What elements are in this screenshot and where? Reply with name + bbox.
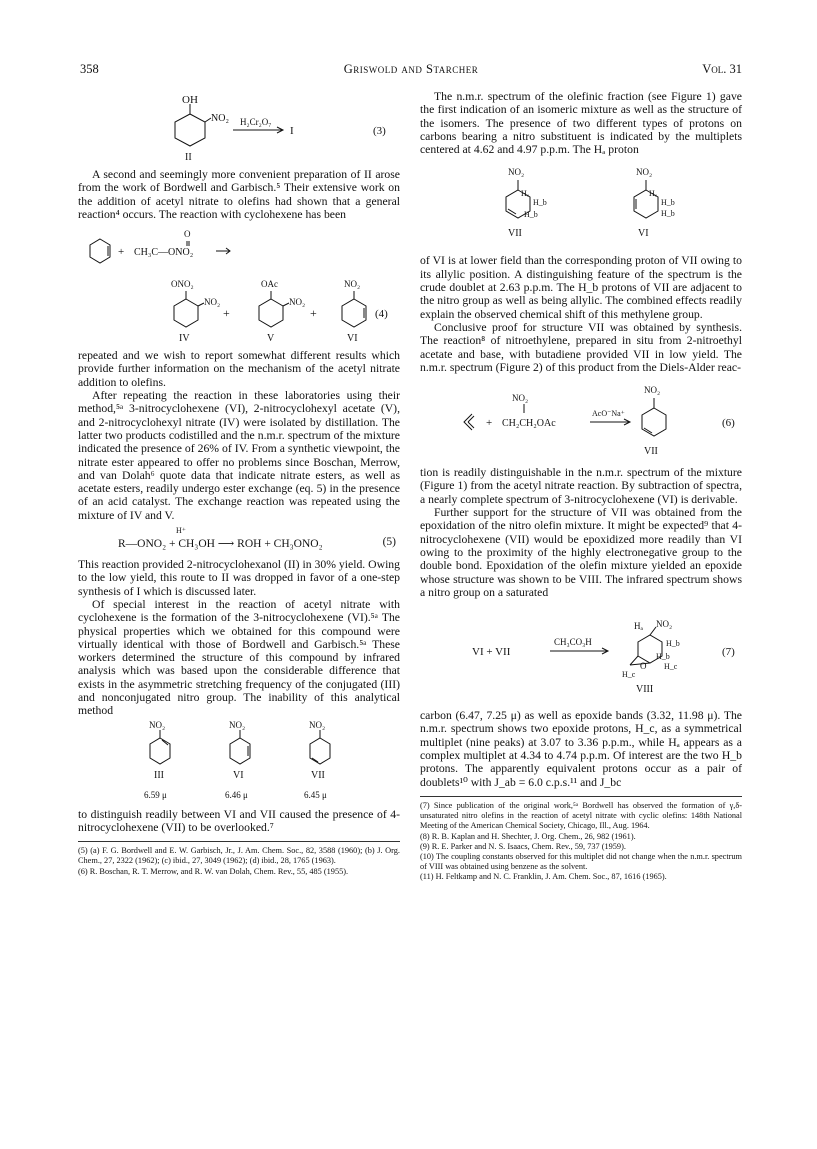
footnote: (7) Since publication of the original work,⁵ᵃ Bordwell has observed the formation of γ,δ-unsaturated nitro olefins in the reaction of acetyl nitrate with cyclic olefins: 148th National Meeting of the American Chemical Society, Chicago, Ill., Aug. 1964. bbox=[420, 800, 742, 831]
no2-label: NO₂ bbox=[204, 297, 221, 308]
paragraph: carbon (6.47, 7.25 μ) as well as epoxide bands (3.32, 11.98 μ). The n.m.r. spectrum shows two epoxide protons, H_c, as a symmetrical multiplet (nine peaks) at 3.07 to 3.36 p.p.m., while Hₐ appears as a complex multiplet at 4.34 to 4.74 p.p.m. Of interest are the two H_b protons. The apparently equivalent protons occur as a pair of doublets¹⁰ with J_ab = 6.0 c.p.s.¹¹ and J_bc bbox=[420, 709, 742, 789]
catalyst-label: H⁺ bbox=[176, 526, 186, 536]
plus-sign: + bbox=[486, 417, 493, 430]
equation-3 bbox=[78, 90, 400, 168]
footnote: (9) R. E. Parker and N. S. Isaacs, Chem. Rev., 59, 737 (1959). bbox=[420, 841, 626, 851]
equation-4 bbox=[78, 221, 400, 349]
no2-label: NO₂ bbox=[149, 719, 166, 730]
compound-vii-label: VII bbox=[508, 228, 522, 240]
ha-label: Hₐ bbox=[649, 189, 657, 199]
paragraph: tion is readily distinguishable in the n.m.r. spectrum of the mixture (Figure 1) from the acetyl nitrate reaction. By subtraction of spectra, a nearly complete spectrum of 3-nitrocyclohexene (VI) is derivable. bbox=[420, 466, 742, 506]
hb-label: H_b bbox=[533, 198, 547, 208]
running-title: Griswold and Starcher bbox=[343, 62, 479, 76]
no2-label: NO₂ bbox=[309, 719, 326, 730]
compound-vi-label: VI bbox=[638, 228, 649, 240]
paragraph: Conclusive proof for structure VII was obtained by synthesis. The reaction⁸ of nitroethylene, prepared in situ from 2-nitroethyl acetate and base, with butadiene provided VII in low yield. The n.m.r. spectrum (Figure 2) of this product from the Diels-Alder reac- bbox=[420, 320, 742, 374]
compound-vii-label: VII bbox=[311, 769, 325, 781]
compound-vi-label: VI bbox=[233, 769, 244, 781]
compound-vi-label: VI bbox=[347, 333, 358, 345]
paragraph: After repeating the reaction in these laboratories using their method,⁵ᵃ 3-nitrocyclohexene (VI), 2-nitrocyclohexyl acetate (V), and 2-nitrocyclohexyl nitrate (IV) were isolated by distillation. The latter two products codistilled and the n.m.r. spectrum of the mixture indicated the presence of 26% of IV. From a synthetic viewpoint, the nitrate ester appeared to offer no problems since Boschan, Merrow, and van Dolah⁶ quote data that indicate nitrate esters, as well as acetate esters, readily undergo ester exchange (eq. 5) in the presence of an acid catalyst. The exchange reaction was repeated using the mixture of IV and V. bbox=[78, 389, 400, 522]
footnote: (6) R. Boschan, R. T. Merrow, and R. W. van Dolah, Chem. Rev., 55, 485 (1955). bbox=[78, 866, 349, 876]
no2-label: NO₂ bbox=[229, 719, 246, 730]
paragraph: The n.m.r. spectrum of the olefinic fraction (see Figure 1) gave the first indication of an isomeric mixture as well as the structure of the isomers. The presence of two different types of protons on carbons bearing a nitro substituent is indicated by the multiplets centered at 4.62 and 4.97 p.p.m. The Hₐ proton bbox=[420, 90, 742, 157]
hb-label: H_b bbox=[524, 210, 538, 220]
compound-v-label: V bbox=[267, 333, 275, 345]
hb-label: H_b bbox=[666, 639, 680, 649]
footnote-rule bbox=[420, 796, 742, 797]
structures-vii-vi bbox=[420, 156, 742, 254]
hc-label: H_c bbox=[664, 662, 678, 672]
epoxide-o: O bbox=[640, 661, 647, 672]
ono2-label: ONO₂ bbox=[171, 279, 194, 290]
right-column bbox=[420, 90, 742, 883]
paragraph: Further support for the structure of VII was obtained from the epoxidation of the nitro olefin mixture. It might be expected⁹ that 4-nitrocyclohexene (VII) would be epoxidized more readily than VI owing to the proximity of the highly electronegative group to the double bond. Epoxidation of the olefin mixture yielded an epoxide whose structure was shown to be VIII. The infrared spectrum shows a nitro group on a saturated bbox=[420, 506, 742, 599]
no2-label: NO₂ bbox=[656, 619, 673, 630]
plus-sign: + bbox=[223, 306, 230, 321]
no2-label: NO₂ bbox=[508, 167, 525, 178]
footnote: (11) H. Feltkamp and N. C. Franklin, J. Am. Chem. Soc., 87, 1616 (1965). bbox=[420, 872, 667, 882]
running-header bbox=[80, 62, 742, 78]
ha-label: Hₐ bbox=[634, 621, 643, 632]
reactants-label: VI + VII bbox=[472, 646, 511, 659]
left-column bbox=[78, 90, 400, 877]
hb-label: H_b bbox=[661, 209, 675, 219]
reagent-label: H₂Cr₂O₇ bbox=[240, 117, 272, 127]
page-number: 358 bbox=[80, 62, 99, 76]
nitro-cyclohexene-structures bbox=[78, 718, 400, 808]
compound-viii-label: VIII bbox=[636, 684, 654, 696]
no2-label: NO₂ bbox=[636, 167, 653, 178]
product-label: I bbox=[290, 125, 294, 137]
ha-label: Hₐ bbox=[521, 189, 529, 199]
footnote-rule bbox=[78, 841, 400, 842]
no2-label: NO₂ bbox=[512, 393, 529, 404]
reagent-label: CH₃CO₃H bbox=[554, 637, 592, 648]
paragraph: Of special interest in the reaction of acetyl nitrate with cyclohexene is the formation of the 3-nitrocyclohexene (VI).⁵ᵃ The physical properties which we obtained for this compound were virtually identical with those of Bordwell and Garbisch.⁵ᵃ These workers determined the structure of this compound by infrared analysis which was based upon the considerable difference that exists in the asymmetric stretching frequency of the conjugated (III) and nonconjugated nitro group. The inability of this analytical method bbox=[78, 597, 400, 718]
equation-number: (5) bbox=[382, 536, 396, 549]
hc-label: H_c bbox=[622, 670, 636, 680]
no2-label: NO₂ bbox=[344, 279, 361, 290]
no2-label: NO₂ bbox=[644, 385, 661, 396]
equation-number: (4) bbox=[375, 308, 388, 321]
equation-number: (6) bbox=[722, 417, 735, 430]
footnote: (5) (a) F. G. Bordwell and E. W. Garbisch, Jr., J. Am. Chem. Soc., 82, 3588 (1960); (b) J. Org. Chem., 27, 2322 (1962); (c) ibid., 27, 3049 (1962); (d) ibid., 28, 1765 (1963). bbox=[78, 846, 400, 866]
paragraph: to distinguish readily between VI and VII caused the presence of 4-nitrocyclohexene (VII) to be overlooked.⁷ bbox=[78, 807, 400, 834]
equation-text: R—ONO₂ + CH₃OH ⟶ ROH + CH₃ONO₂ bbox=[118, 538, 323, 551]
ir-value: 6.46 μ bbox=[225, 789, 248, 800]
hb-label: H_b bbox=[661, 198, 675, 208]
paragraph: A second and seemingly more convenient preparation of II arose from the work of Bordwell and Garbisch.⁵ Their extensive work on the addition of acetyl nitrate to olefins had shown that a general reaction⁴ occurs. The reaction with cyclohexene has been bbox=[78, 168, 400, 221]
equation-7 bbox=[420, 599, 742, 709]
oac-label: OAc bbox=[261, 279, 278, 290]
carbonyl-o: O bbox=[184, 229, 191, 240]
equation-6 bbox=[420, 374, 742, 466]
equation-number: (3) bbox=[373, 125, 386, 137]
paragraph: This reaction provided 2-nitrocyclohexanol (II) in 30% yield. Owing to the low yield, this route to II was dropped in favor of a one-step synthesis of I which is discussed later. bbox=[78, 558, 400, 598]
compound-iv-label: IV bbox=[179, 333, 190, 345]
plus-sign: + bbox=[118, 246, 125, 259]
compound-iii-label: III bbox=[154, 769, 164, 781]
paragraph: of VI is at lower field than the corresponding proton of VII owing to its allylic position. A distinguishing feature of the spectrum is the crude doublet at 2.63 p.p.m. The H_b protons of VII are adjacent to the nitro group as well as being allylic. The combined effects readily explain the observed chemical shift of this methylene group. bbox=[420, 254, 742, 321]
no2-label: NO₂ bbox=[211, 113, 229, 124]
compound-label: II bbox=[185, 152, 192, 163]
reagent-label: CH₃C—ONO₂ bbox=[134, 247, 194, 259]
hb-label: H_b bbox=[656, 652, 670, 662]
no2-label: NO₂ bbox=[289, 297, 306, 308]
equation-number: (7) bbox=[722, 646, 735, 659]
ir-value: 6.45 μ bbox=[304, 789, 327, 800]
footnote: (8) R. B. Kaplan and H. Shechter, J. Org. Chem., 26, 982 (1961). bbox=[420, 831, 636, 841]
paragraph: repeated and we wish to report somewhat different results which provide further information on the mechanism of the acetyl nitrate addition to olefins. bbox=[78, 349, 400, 389]
compound-vii-label: VII bbox=[644, 446, 658, 458]
footnote: (10) The coupling constants observed for this multiplet did not change when the n.m.r. spectrum of VIII was obtained using benzene as the solvent. bbox=[420, 851, 742, 872]
oh-label: OH bbox=[182, 94, 198, 106]
plus-sign: + bbox=[310, 306, 317, 321]
reagent-label: CH₂CH₂OAc bbox=[502, 418, 556, 430]
volume-label: Vol. 31 bbox=[702, 62, 742, 76]
ir-value: 6.59 μ bbox=[144, 789, 167, 800]
equation-5 bbox=[78, 526, 400, 552]
condition-label: AcO⁻Na⁺ bbox=[592, 409, 625, 419]
